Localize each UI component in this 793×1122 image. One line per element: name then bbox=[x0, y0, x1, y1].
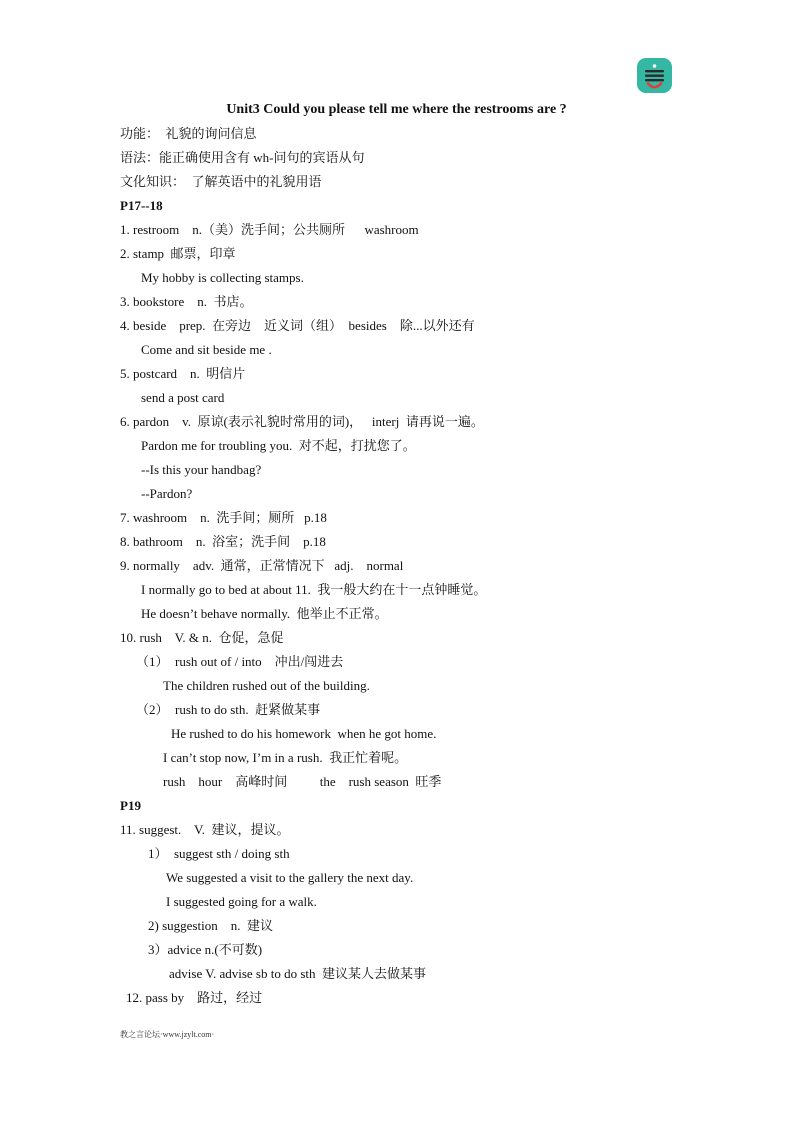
example-sentence: He doesn’t behave normally. 他举止不正常。 bbox=[141, 606, 388, 621]
example-sentence: --Is this your handbag? bbox=[141, 462, 262, 477]
example-sentence: He rushed to do his homework when he got home. bbox=[171, 726, 437, 741]
sub-item: （1） rush out of / into 冲出/闯进去 bbox=[136, 654, 344, 669]
example-sentence: advise V. advise sb to do sth 建议某人去做某事 bbox=[169, 966, 426, 981]
doc-line-function: 功能： 礼貌的询问信息 bbox=[120, 126, 257, 141]
vocab-item-postcard: 5. postcard n. 明信片 bbox=[120, 366, 246, 381]
vocab-item-restroom: 1. restroom n.（美）洗手间；公共厕所 washroom bbox=[120, 222, 419, 237]
jzylt-logo-icon bbox=[637, 58, 672, 93]
vocab-item-suggest: 11. suggest. V. 建议，提议。 bbox=[120, 822, 290, 837]
example-sentence: rush hour 高峰时间 the rush season 旺季 bbox=[163, 774, 442, 789]
example-sentence: Pardon me for troubling you. 对不起，打扰您了。 bbox=[141, 438, 416, 453]
example-sentence: We suggested a visit to the gallery the next day. bbox=[166, 870, 414, 885]
example-sentence: --Pardon? bbox=[141, 486, 193, 501]
vocab-item-pardon: 6. pardon v. 原谅(表示礼貌时常用的词)， interj 请再说一遍。 bbox=[120, 414, 484, 429]
sub-item: 3）advice n.(不可数) bbox=[148, 942, 263, 957]
vocab-item-bathroom: 8. bathroom n. 浴室；洗手间 p.18 bbox=[120, 534, 326, 549]
sub-item: 2) suggestion n. 建议 bbox=[148, 918, 273, 933]
vocab-item-washroom: 7. washroom n. 洗手间；厕所 p.18 bbox=[120, 510, 327, 525]
page-title: Unit3 Could you please tell me where the restrooms are ? bbox=[226, 102, 567, 117]
page-footer: 教之言论坛·www.jzylt.com· bbox=[120, 1030, 215, 1039]
section-heading-p19: P19 bbox=[120, 798, 141, 813]
example-sentence: I normally go to bed at about 11. 我一般大约在十一点钟睡觉。 bbox=[141, 582, 487, 597]
example-sentence: Come and sit beside me . bbox=[141, 342, 272, 357]
example-sentence: The children rushed out of the building. bbox=[163, 678, 370, 693]
sub-item: （2） rush to do sth. 赶紧做某事 bbox=[136, 702, 321, 717]
vocab-item-beside: 4. beside prep. 在旁边 近义词（组） besides 除...以外还有 bbox=[120, 318, 475, 333]
vocab-item-bookstore: 3. bookstore n. 书店。 bbox=[120, 294, 253, 309]
doc-line-culture: 文化知识： 了解英语中的礼貌用语 bbox=[120, 174, 322, 189]
example-sentence: I suggested going for a walk. bbox=[166, 894, 317, 909]
vocab-item-pass-by: 12. pass by 路过，经过 bbox=[126, 990, 263, 1005]
doc-line-grammar: 语法：能正确使用含有 wh-问句的宾语从句 bbox=[120, 150, 365, 165]
vocab-item-normally: 9. normally adv. 通常，正常情况下 adj. normal bbox=[120, 558, 404, 573]
example-sentence: send a post card bbox=[141, 390, 225, 405]
example-sentence: My hobby is collecting stamps. bbox=[141, 270, 304, 285]
vocab-item-stamp: 2. stamp 邮票，印章 bbox=[120, 246, 236, 261]
example-sentence: I can’t stop now, I’m in a rush. 我正忙着呢。 bbox=[163, 750, 408, 765]
sub-item: 1） suggest sth / doing sth bbox=[148, 846, 290, 861]
section-heading-p17-18: P17--18 bbox=[120, 198, 163, 213]
vocab-item-rush: 10. rush V. & n. 仓促，急促 bbox=[120, 630, 284, 645]
